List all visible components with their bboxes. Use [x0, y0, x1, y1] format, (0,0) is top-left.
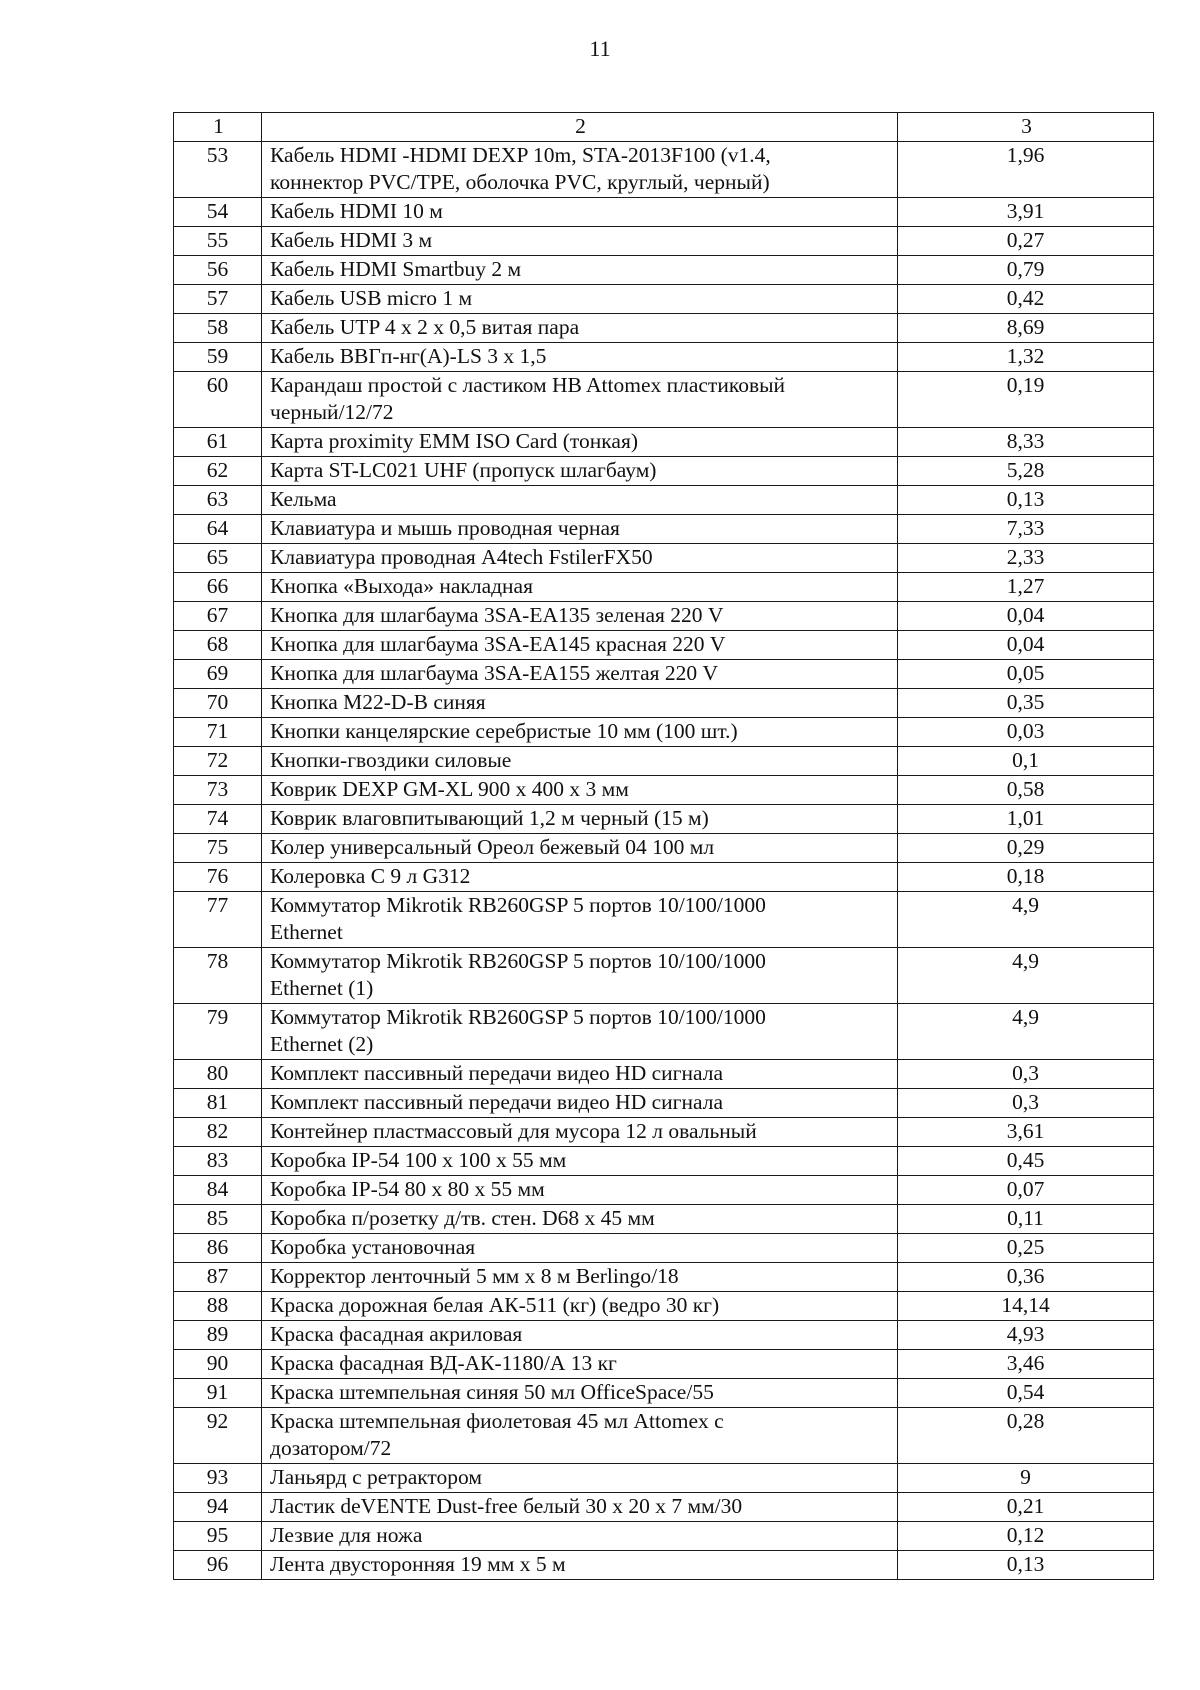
item-value-cell: 0,42: [898, 285, 1154, 314]
item-value-cell: 4,9: [898, 948, 1154, 1004]
row-number-cell: 75: [174, 834, 262, 863]
item-name-text: Кабель HDMI -HDMI DEXP 10m, STA-2013F100 (v1.4, коннектор PVC/TPE, оболочка PVC, круглый, черный): [270, 143, 771, 194]
item-name-text: Краска штемпельная фиолетовая 45 мл Attomex с дозатором/72: [270, 1409, 724, 1460]
item-value-cell: 1,32: [898, 343, 1154, 372]
item-name-cell: [262, 834, 898, 863]
row-number-cell: 59: [174, 343, 262, 372]
item-value-cell: 0,28: [898, 1408, 1154, 1464]
item-value-cell: 9: [898, 1464, 1154, 1493]
table-row: [174, 515, 1154, 544]
item-value-cell: 0,04: [898, 602, 1154, 631]
row-number-cell: 74: [174, 805, 262, 834]
row-number-cell: 64: [174, 515, 262, 544]
item-value-cell: 0,11: [898, 1205, 1154, 1234]
item-value-cell: 0,3: [898, 1060, 1154, 1089]
table-row: [174, 457, 1154, 486]
row-number-cell: 88: [174, 1292, 262, 1321]
item-name-text: Коробка IP-54 100 x 100 x 55 мм: [270, 1148, 567, 1172]
item-value-cell: 3,91: [898, 198, 1154, 227]
table-row: [174, 1493, 1154, 1522]
item-name-cell: [262, 1321, 898, 1350]
item-name-text: Карта ST-LC021 UHF (пропуск шлагбаум): [270, 458, 657, 482]
row-number-cell: 80: [174, 1060, 262, 1089]
item-name-text: Кнопки канцелярские серебристые 10 мм (100 шт.): [270, 719, 738, 743]
item-value-cell: 1,01: [898, 805, 1154, 834]
row-number-cell: 60: [174, 372, 262, 428]
row-number-cell: 81: [174, 1089, 262, 1118]
item-name-text: Кабель USB micro 1 м: [270, 286, 473, 310]
item-name-text: Клавиатура и мышь проводная черная: [270, 516, 620, 540]
item-name-cell: [262, 1292, 898, 1321]
item-name-cell: [262, 1176, 898, 1205]
row-number-cell: 77: [174, 892, 262, 948]
item-name-cell: [262, 314, 898, 343]
item-value-cell: 3,46: [898, 1350, 1154, 1379]
row-number-cell: 90: [174, 1350, 262, 1379]
table-row: [174, 892, 1154, 948]
item-name-cell: [262, 747, 898, 776]
row-number-cell: 94: [174, 1493, 262, 1522]
item-value-cell: 1,27: [898, 573, 1154, 602]
item-name-cell: [262, 1408, 898, 1464]
table-row: [174, 486, 1154, 515]
table-row: [174, 285, 1154, 314]
row-number-cell: 82: [174, 1118, 262, 1147]
item-name-text: Колер универсальный Ореол бежевый 04 100 мл: [270, 835, 715, 859]
header-cell-value: 3: [898, 113, 1154, 142]
row-number-cell: 79: [174, 1004, 262, 1060]
item-name-text: Лента двусторонняя 19 мм x 5 м: [270, 1552, 566, 1576]
row-number-cell: 69: [174, 660, 262, 689]
item-name-text: Краска штемпельная синяя 50 мл OfficeSpace/55: [270, 1380, 714, 1404]
item-value-cell: 0,36: [898, 1263, 1154, 1292]
table-row: [174, 544, 1154, 573]
item-name-cell: [262, 457, 898, 486]
row-number-cell: 63: [174, 486, 262, 515]
item-value-cell: 0,21: [898, 1493, 1154, 1522]
row-number-cell: 58: [174, 314, 262, 343]
item-name-cell: [262, 1350, 898, 1379]
item-name-text: Колеровка С 9 л G312: [270, 864, 471, 888]
item-name-text: Кнопка «Выхода» накладная: [270, 574, 533, 598]
item-name-cell: [262, 227, 898, 256]
item-value-cell: 0,13: [898, 486, 1154, 515]
table-row: [174, 718, 1154, 747]
item-name-text: Краска дорожная белая АК-511 (кг) (ведро 30 кг): [270, 1293, 720, 1317]
item-value-cell: 4,9: [898, 1004, 1154, 1060]
item-name-cell: [262, 1004, 898, 1060]
table-row: [174, 834, 1154, 863]
item-value-cell: 8,33: [898, 428, 1154, 457]
item-name-cell: [262, 573, 898, 602]
table-row: [174, 227, 1154, 256]
table-row: [174, 142, 1154, 198]
table-row: [174, 1321, 1154, 1350]
table-row: [174, 256, 1154, 285]
item-name-cell: [262, 1205, 898, 1234]
item-value-cell: 0,58: [898, 776, 1154, 805]
table-row: [174, 1147, 1154, 1176]
item-value-cell: 3,61: [898, 1118, 1154, 1147]
item-name-text: Коврик DEXP GM-XL 900 x 400 x 3 мм: [270, 777, 629, 801]
item-value-cell: 0,54: [898, 1379, 1154, 1408]
item-value-cell: 0,04: [898, 631, 1154, 660]
item-name-cell: [262, 718, 898, 747]
row-number-cell: 56: [174, 256, 262, 285]
table-row: [174, 1089, 1154, 1118]
item-name-text: Коврик влаговпитывающий 1,2 м черный (15 м): [270, 806, 709, 830]
table-row: [174, 1060, 1154, 1089]
item-name-cell: [262, 142, 898, 198]
item-name-text: Контейнер пластмассовый для мусора 12 л овальный: [270, 1119, 757, 1143]
table-row: [174, 689, 1154, 718]
table-row: [174, 1350, 1154, 1379]
row-number-cell: 76: [174, 863, 262, 892]
item-value-cell: 0,45: [898, 1147, 1154, 1176]
item-value-cell: 4,93: [898, 1321, 1154, 1350]
item-name-cell: [262, 1118, 898, 1147]
row-number-cell: 72: [174, 747, 262, 776]
table-row: [174, 1464, 1154, 1493]
item-value-cell: 7,33: [898, 515, 1154, 544]
item-name-cell: [262, 602, 898, 631]
row-number-cell: 54: [174, 198, 262, 227]
item-name-text: Кабель UTP 4 x 2 x 0,5 витая пара: [270, 315, 580, 339]
item-name-cell: [262, 1379, 898, 1408]
item-name-cell: [262, 1234, 898, 1263]
item-name-text: Коробка п/розетку д/тв. стен. D68 x 45 мм: [270, 1206, 655, 1230]
item-name-cell: [262, 863, 898, 892]
item-name-text: Ластик deVENTE Dust-free белый 30 x 20 x 7 мм/30: [270, 1494, 743, 1518]
table-row: [174, 1522, 1154, 1551]
row-number-cell: 61: [174, 428, 262, 457]
row-number-cell: 89: [174, 1321, 262, 1350]
item-value-cell: 0,07: [898, 1176, 1154, 1205]
item-name-text: Ланьярд с ретрактором: [270, 1465, 482, 1489]
item-name-text: Клавиатура проводная A4tech FstilerFX50: [270, 545, 653, 569]
row-number-cell: 84: [174, 1176, 262, 1205]
row-number-cell: 62: [174, 457, 262, 486]
item-value-cell: 0,1: [898, 747, 1154, 776]
item-name-text: Кнопка для шлагбаума 3SA-EA135 зеленая 220 V: [270, 603, 724, 627]
table-row: [174, 602, 1154, 631]
table-row: [174, 863, 1154, 892]
row-number-cell: 92: [174, 1408, 262, 1464]
row-number-cell: 55: [174, 227, 262, 256]
row-number-cell: 57: [174, 285, 262, 314]
item-name-cell: [262, 285, 898, 314]
item-name-cell: [262, 198, 898, 227]
table-row: [174, 1004, 1154, 1060]
row-number-cell: 93: [174, 1464, 262, 1493]
item-value-cell: 14,14: [898, 1292, 1154, 1321]
table-row: [174, 1379, 1154, 1408]
item-name-text: Коммутатор Mikrotik RB260GSP 5 портов 10/100/1000 Ethernet: [270, 893, 766, 944]
item-value-cell: 8,69: [898, 314, 1154, 343]
item-name-cell: [262, 515, 898, 544]
row-number-cell: 83: [174, 1147, 262, 1176]
item-name-text: Кнопка для шлагбаума 3SA-EA155 желтая 220 V: [270, 661, 719, 685]
item-name-cell: [262, 805, 898, 834]
item-name-text: Краска фасадная ВД-АК-1180/А 13 кг: [270, 1351, 617, 1375]
table-row: [174, 1176, 1154, 1205]
item-value-cell: 2,33: [898, 544, 1154, 573]
item-name-cell: [262, 486, 898, 515]
item-value-cell: 0,03: [898, 718, 1154, 747]
item-name-cell: [262, 776, 898, 805]
row-number-cell: 87: [174, 1263, 262, 1292]
item-name-text: Карандаш простой с ластиком HB Attomex пластиковый черный/12/72: [270, 373, 786, 424]
item-name-text: Кабель HDMI 10 м: [270, 199, 443, 223]
table-row: [174, 1205, 1154, 1234]
item-name-text: Коммутатор Mikrotik RB260GSP 5 портов 10/100/1000 Ethernet (2): [270, 1005, 766, 1056]
table-row: [174, 1234, 1154, 1263]
item-name-text: Корректор ленточный 5 мм x 8 м Berlingo/18: [270, 1264, 679, 1288]
item-name-cell: [262, 544, 898, 573]
item-name-cell: [262, 1263, 898, 1292]
item-name-cell: [262, 948, 898, 1004]
item-name-text: Коробка установочная: [270, 1235, 476, 1259]
row-number-cell: 68: [174, 631, 262, 660]
item-name-cell: [262, 1493, 898, 1522]
item-value-cell: 0,19: [898, 372, 1154, 428]
item-name-text: Краска фасадная акриловая: [270, 1322, 523, 1346]
row-number-cell: 91: [174, 1379, 262, 1408]
item-value-cell: 0,12: [898, 1522, 1154, 1551]
row-number-cell: 70: [174, 689, 262, 718]
row-number-cell: 53: [174, 142, 262, 198]
table-row: [174, 573, 1154, 602]
item-name-text: Коммутатор Mikrotik RB260GSP 5 портов 10/100/1000 Ethernet (1): [270, 949, 766, 1000]
item-name-text: Кельма: [270, 487, 337, 511]
table-row: [174, 1292, 1154, 1321]
table-row: [174, 660, 1154, 689]
item-name-cell: [262, 1089, 898, 1118]
header-cell-name: 2: [262, 113, 898, 142]
item-value-cell: 0,29: [898, 834, 1154, 863]
item-name-cell: [262, 660, 898, 689]
row-number-cell: 86: [174, 1234, 262, 1263]
item-name-text: Лезвие для ножа: [270, 1523, 423, 1547]
item-value-cell: 0,79: [898, 256, 1154, 285]
item-name-text: Кнопка M22-D-B синяя: [270, 690, 486, 714]
item-name-cell: [262, 1522, 898, 1551]
item-name-cell: [262, 428, 898, 457]
item-name-cell: [262, 1464, 898, 1493]
row-number-cell: 85: [174, 1205, 262, 1234]
table-row: [174, 1551, 1154, 1580]
item-name-text: Кабель HDMI Smartbuy 2 м: [270, 257, 522, 281]
page-number: 11: [589, 36, 611, 61]
item-name-text: Кнопки-гвоздики силовые: [270, 748, 512, 772]
row-number-cell: 71: [174, 718, 262, 747]
item-name-cell: [262, 689, 898, 718]
item-name-cell: [262, 1551, 898, 1580]
row-number-cell: 66: [174, 573, 262, 602]
table-row: [174, 343, 1154, 372]
table-row: [174, 198, 1154, 227]
table-row: [174, 1408, 1154, 1464]
item-value-cell: 0,35: [898, 689, 1154, 718]
table-row: [174, 805, 1154, 834]
table-row: [174, 314, 1154, 343]
item-name-text: Кнопка для шлагбаума 3SA-EA145 красная 220 V: [270, 632, 726, 656]
item-value-cell: 1,96: [898, 142, 1154, 198]
item-name-text: Карта proximity EMM ISO Card (тонкая): [270, 429, 638, 453]
item-name-cell: [262, 1147, 898, 1176]
item-value-cell: 5,28: [898, 457, 1154, 486]
table-row: [174, 747, 1154, 776]
table-row: [174, 948, 1154, 1004]
item-name-text: Кабель HDMI 3 м: [270, 228, 433, 252]
item-name-cell: [262, 1060, 898, 1089]
items-table: [173, 112, 1154, 1580]
row-number-cell: 95: [174, 1522, 262, 1551]
row-number-cell: 65: [174, 544, 262, 573]
item-name-text: Кабель ВВГп-нг(А)-LS 3 x 1,5: [270, 344, 547, 368]
table-row: [174, 372, 1154, 428]
table-row: [174, 1263, 1154, 1292]
item-name-cell: [262, 372, 898, 428]
item-name-text: Коробка IP-54 80 x 80 x 55 мм: [270, 1177, 545, 1201]
item-name-text: Комплект пассивный передачи видео HD сигнала: [270, 1061, 723, 1085]
item-value-cell: 4,9: [898, 892, 1154, 948]
row-number-cell: 96: [174, 1551, 262, 1580]
item-name-cell: [262, 631, 898, 660]
item-name-cell: [262, 343, 898, 372]
item-name-text: Комплект пассивный передачи видео HD сигнала: [270, 1090, 723, 1114]
row-number-cell: 67: [174, 602, 262, 631]
item-value-cell: 0,13: [898, 1551, 1154, 1580]
item-value-cell: 0,05: [898, 660, 1154, 689]
item-value-cell: 0,3: [898, 1089, 1154, 1118]
row-number-cell: 78: [174, 948, 262, 1004]
item-value-cell: 0,25: [898, 1234, 1154, 1263]
item-value-cell: 0,18: [898, 863, 1154, 892]
table-row: [174, 776, 1154, 805]
table-row: [174, 428, 1154, 457]
header-cell-number: 1: [174, 113, 262, 142]
table-row: [174, 631, 1154, 660]
item-name-cell: [262, 256, 898, 285]
item-value-cell: 0,27: [898, 227, 1154, 256]
table-header-row: [174, 113, 1154, 142]
table-row: [174, 1118, 1154, 1147]
row-number-cell: 73: [174, 776, 262, 805]
item-name-cell: [262, 892, 898, 948]
